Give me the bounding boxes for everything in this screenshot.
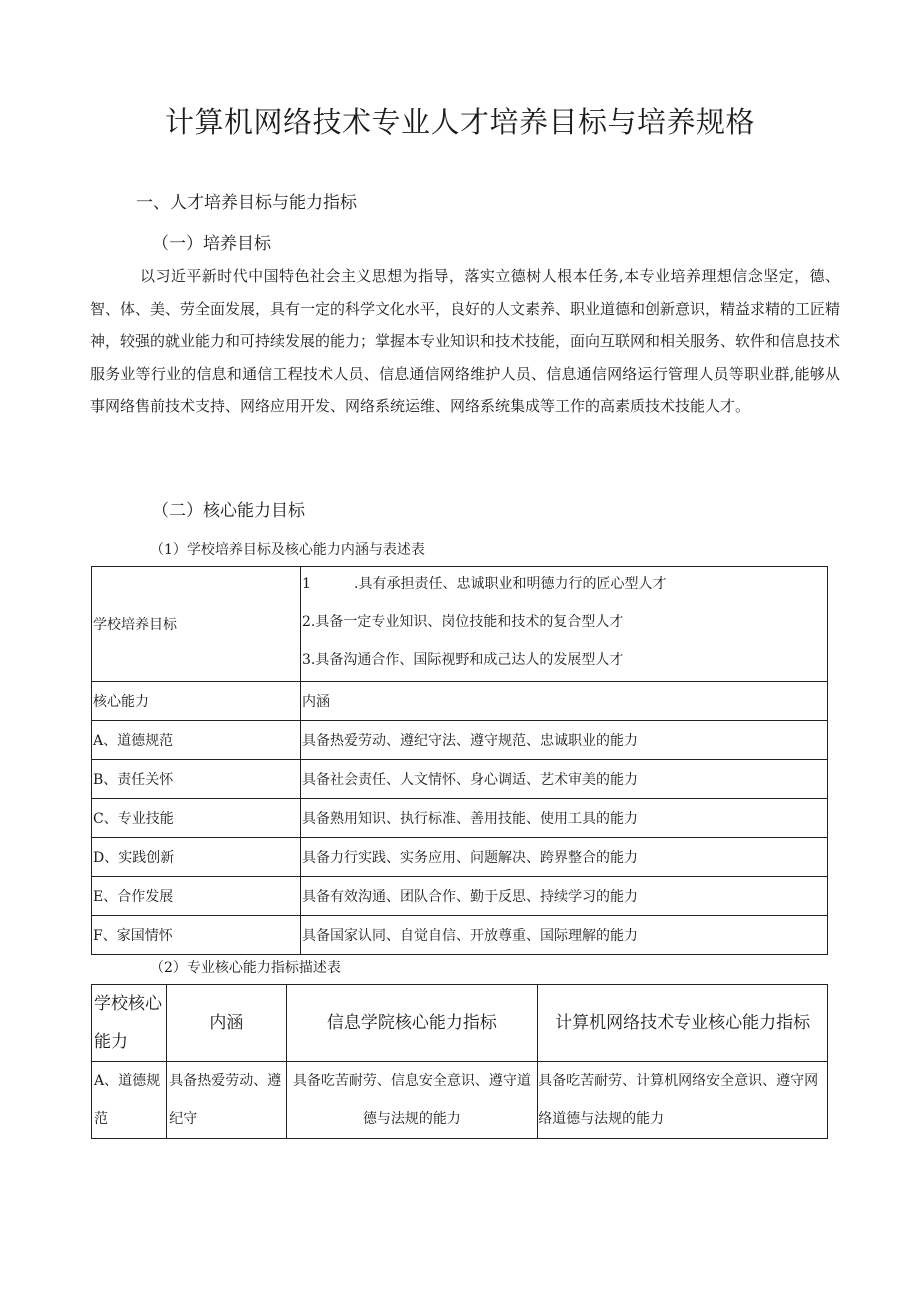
ability-table <box>91 566 828 955</box>
ability-content: 具备有效沟通、团队合作、勤于反思、持续学习的能力 <box>301 877 828 916</box>
table2-caption: （2）专业核心能力指标描述表 <box>150 960 341 976</box>
college-ability-cell: 具备吃苦耐劳、信息安全意识、遵守道德与法规的能力 <box>286 1062 538 1139</box>
ability-content: 具备国家认同、自觉自信、开放尊重、国际理解的能力 <box>301 916 828 955</box>
goal-label: 学校培养目标 <box>92 567 301 682</box>
goal-item-text: .具有承担责任、忠诚职业和明德力行的匠心型人才 <box>354 576 667 592</box>
content-cell: 具备热爱劳动、遵纪守 <box>167 1062 286 1139</box>
table-row <box>92 1062 828 1139</box>
major-ability-cell: 具备吃苦耐劳、计算机网络安全意识、遵守网络道德与法规的能力 <box>538 1062 828 1139</box>
document-title: 计算机网络技术专业人才培养目标与培养规格 <box>164 105 755 139</box>
header-college-ability: 信息学院核心能力指标 <box>286 985 538 1062</box>
header-school-ability: 学校核心能力 <box>92 985 167 1062</box>
table-row <box>92 760 828 799</box>
major-ability-table <box>91 984 828 1139</box>
goal-list <box>301 567 828 682</box>
section-heading: 一、人才培养目标与能力指标 <box>136 193 357 213</box>
ability-content: 具备力行实践、实务应用、问题解决、跨界整合的能力 <box>301 838 828 877</box>
goal-item: 2.具备一定专业知识、岗位技能和技术的复合型人才 <box>302 614 624 630</box>
table-row <box>92 916 828 955</box>
subsection-heading-goal: （一）培养目标 <box>152 234 271 254</box>
ability-name: E、合作发展 <box>92 877 301 916</box>
table-row <box>92 838 828 877</box>
goal-row <box>92 567 828 682</box>
goal-item-number: 1 <box>302 576 311 592</box>
ability-content: 具备熟用知识、执行标准、善用技能、使用工具的能力 <box>301 799 828 838</box>
table-row <box>92 799 828 838</box>
ability-name: C、专业技能 <box>92 799 301 838</box>
ability-name: A、道德规范 <box>92 721 301 760</box>
table-row <box>92 877 828 916</box>
ability-content: 具备社会责任、人文情怀、身心调适、艺术审美的能力 <box>301 760 828 799</box>
header-major-ability: 计算机网络技术专业核心能力指标 <box>538 985 828 1062</box>
goal-paragraph: 以习近平新时代中国特色社会主义思想为指导，落实立德树人根本任务,本专业培养理想信念坚定，德、智、体、美、劳全面发展，具有一定的科学文化水平，良好的人文素养、职业道德和创新意识，精益求精的工匠精神，较强的就业能力和可持续发展的能力；掌握本专业知识和技术技能，面向互联网和相关服务、软件和信息技术服务业等行业的信息和通信工程技术人员、信息通信网络维护人员、信息通信网络运行管理人员等职业群,能够从事网络售前技术支持、网络应用开发、网络系统运维、网络系统集成等工作的高素质技术技能人才。 <box>90 267 841 415</box>
subsection-heading-ability: （二）核心能力目标 <box>152 501 305 521</box>
ability-name: B、责任关怀 <box>92 760 301 799</box>
goal-item <box>302 567 827 605</box>
table-header-row <box>92 682 828 721</box>
table-header-row <box>92 985 828 1062</box>
header-content: 内涵 <box>167 985 286 1062</box>
table1-caption: （1）学校培养目标及核心能力内涵与表述表 <box>150 542 425 558</box>
ability-name: D、实践创新 <box>92 838 301 877</box>
ability-content: 具备热爱劳动、遵纪守法、遵守规范、忠诚职业的能力 <box>301 721 828 760</box>
header-core-ability: 核心能力 <box>92 682 301 721</box>
header-content: 内涵 <box>301 682 828 721</box>
ability-name: F、家国情怀 <box>92 916 301 955</box>
school-ability-cell: A、道德规范 <box>92 1062 167 1139</box>
table-row <box>92 721 828 760</box>
goal-item: 3.具备沟通合作、国际视野和成己达人的发展型人才 <box>302 652 624 668</box>
